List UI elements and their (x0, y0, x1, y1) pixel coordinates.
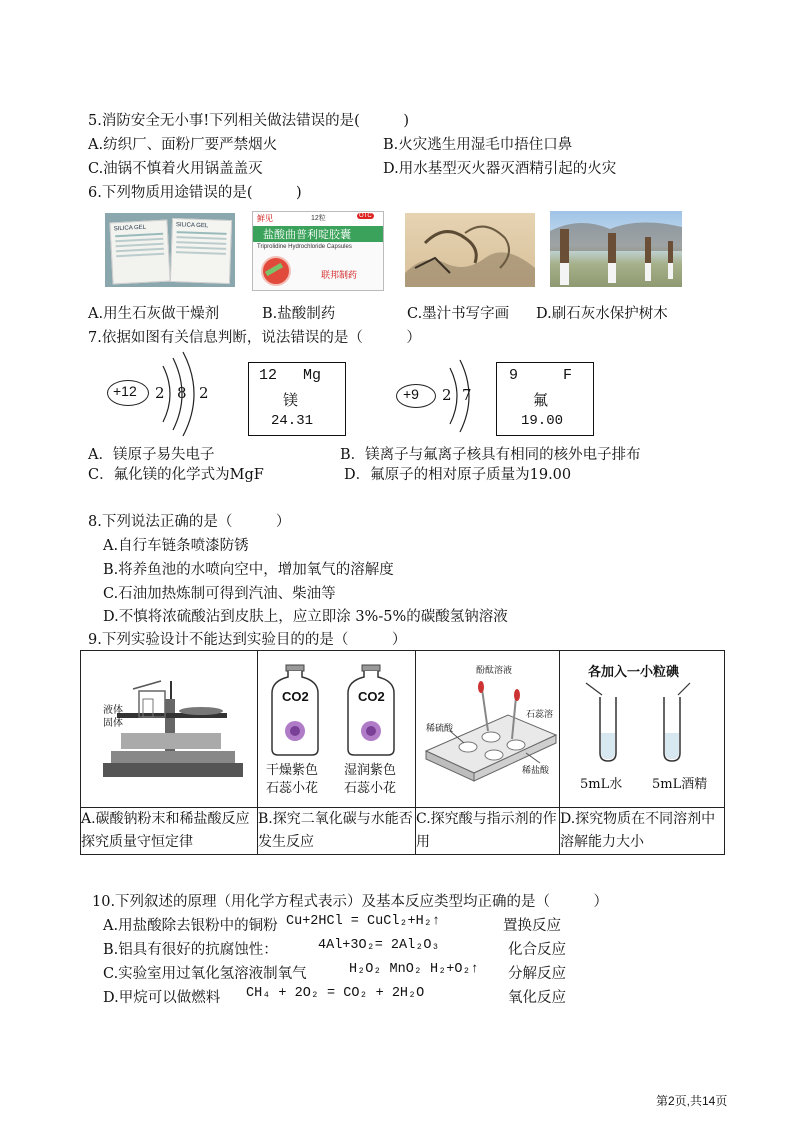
mg-shell-1: 2 (155, 384, 165, 402)
q10-option-b-text: B.铝具有很好的抗腐蚀性： (103, 942, 278, 958)
q8-stem: 8.下列说法正确的是（ ） (88, 514, 291, 530)
q5-stem: 5.消防安全无小事!下列相关做法错误的是( ) (88, 113, 409, 129)
f-mass: 19.00 (521, 413, 564, 429)
fig-d-cell (560, 651, 725, 808)
f-shell-1: 2 (442, 386, 452, 404)
otc-badge: OTC (359, 213, 372, 219)
f-name: 氟 (533, 391, 549, 409)
fig-b-co2-right: CO2 (358, 689, 385, 704)
f-atom-diagram (394, 352, 494, 438)
desiccant-photo: SILICA GEL SILICA GEL (105, 213, 235, 287)
q10-option-d-text: D.甲烷可以做燃料 (103, 990, 221, 1006)
q10-option-a-equation: Cu+2HCl = CuCl₂+H₂↑ (286, 914, 440, 929)
fig-c-label-hcl: 稀盐酸 (522, 766, 550, 776)
q5-option-c: C.油锅不慎着火用锅盖盖灭 (88, 161, 263, 177)
capsule-name: 盐酸曲普利啶胶囊 (263, 228, 351, 241)
f-atomic-number: 9 (509, 367, 519, 384)
fig-b-co2-left: CO2 (282, 689, 309, 704)
capsule-en-name: Triprolidine Hydrochloride Capsules (257, 244, 352, 250)
q7-option-d: D．氟原子的相对原子质量为19.00 (344, 467, 572, 483)
fig-b-left-line1: 干燥紫色 (266, 763, 319, 778)
q10-option-a-type: 置换反应 (503, 918, 561, 934)
f-element-card (496, 362, 594, 436)
desiccant-label: SILICA GEL (113, 224, 147, 233)
capsule-brand: 鲜见 (257, 214, 273, 223)
q6-option-c: C.墨汁书写字画 (407, 306, 510, 322)
capsule-maker: 联邦制药 (321, 271, 358, 281)
trees-art (550, 211, 682, 287)
q10-stem: 10.下列叙述的原理（用化学方程式表示）及基本反应类型均正确的是（ ） (92, 894, 609, 910)
q10-option-b-equation: 4Al+3O₂= 2Al₂O₃ (318, 938, 440, 953)
mg-symbol: Mg (303, 367, 322, 384)
fig-b-right-line2: 石蕊小花 (344, 781, 397, 796)
q10-option-c-text: C.实验室用过氧化氢溶液制氧气 (103, 966, 307, 982)
q8-option-b: B.将养鱼池的水喷向空中，增加氧气的溶解度 (103, 562, 394, 578)
mg-element-card (248, 362, 346, 436)
f-shell-2: 7 (462, 386, 472, 404)
page-number: 第2页,共14页 (656, 1094, 728, 1108)
q6-option-d: D.刷石灰水保护树木 (536, 306, 668, 322)
q9-stem: 9.下列实验设计不能达到实验目的的是（ ） (88, 632, 407, 648)
f-symbol: F (563, 367, 573, 384)
fig-a-cell (81, 651, 258, 808)
q8-option-a: A.自行车链条喷漆防锈 (103, 538, 249, 554)
capsule-count: 12粒 (311, 215, 326, 222)
q5-option-d: D.用水基型灭火器灭酒精引起的火灾 (383, 161, 617, 177)
q9-option-a: A.碳酸钠粉末和稀盐酸反应探究质量守恒定律 (81, 808, 258, 855)
q6-option-a: A.用生石灰做干燥剂 (88, 306, 220, 322)
fig-a-label-solid: 固体 (103, 718, 123, 729)
f-nucleus: +9 (403, 386, 419, 402)
q5-option-a: A.纺织厂、面粉厂要严禁烟火 (88, 137, 278, 153)
fig-d-water-label: 5mL水 (580, 777, 623, 792)
fig-b-left-line2: 石蕊小花 (266, 781, 319, 796)
fig-d-title: 各加入一小粒碘 (588, 664, 680, 679)
q9-option-c: C.探究酸与指示剂的作用 (416, 808, 560, 855)
q10-option-c-type: 分解反应 (508, 966, 566, 982)
q6-option-b: B.盐酸制药 (262, 306, 336, 322)
q10-option-c-equation: H₂O₂ MnO₂ H₂+O₂↑ (349, 962, 479, 977)
q10-option-a-text: A.用盐酸除去银粉中的铜粉 (103, 918, 278, 934)
q7-option-a: A．镁原子易失电子 (88, 447, 215, 463)
mg-shell-3: 2 (199, 384, 209, 402)
mg-nucleus: +12 (113, 383, 137, 399)
balance-icon (81, 651, 257, 807)
fig-c-label-h2so4: 稀硫酸 (426, 724, 454, 734)
trees-photo (550, 211, 682, 287)
fig-c-label-litmus: 石蕊溶 (526, 710, 554, 720)
capsule-box-photo (252, 211, 384, 291)
mg-atomic-number: 12 (259, 367, 278, 384)
q6-stem: 6.下列物质用途错误的是( ) (88, 185, 302, 201)
q9-experiment-table (80, 650, 725, 855)
q7-option-c: C．氟化镁的化学式为MgF (88, 467, 264, 483)
mg-atom-diagram (105, 348, 225, 438)
q10-option-d-type: 氧化反应 (508, 990, 566, 1006)
q10-option-d-equation: CH₄ + 2O₂ = CO₂ + 2H₂O (246, 986, 425, 1001)
mg-name: 镁 (283, 391, 299, 409)
q8-option-d: D.不慎将浓硫酸沾到皮肤上，应立即涂 3%-5%的碳酸氢钠溶液 (103, 609, 508, 625)
fig-b-right-line1: 湿润紫色 (344, 763, 397, 778)
fig-c-label-phenolphthalein: 酚酞溶液 (476, 666, 513, 676)
q9-option-b: B.探究二氧化碳与水能否发生反应 (258, 808, 416, 855)
fig-b-cell (258, 651, 416, 808)
fig-c-cell (416, 651, 560, 808)
q10-option-b-type: 化合反应 (508, 942, 566, 958)
mg-mass: 24.31 (271, 413, 314, 429)
mg-shell-2: 8 (177, 384, 187, 402)
q9-option-d: D.探究物质在不同溶剂中溶解能力大小 (560, 808, 725, 855)
ink-painting-art (405, 213, 535, 287)
q5-option-b: B.火灾逃生用湿毛巾捂住口鼻 (383, 137, 573, 153)
q8-option-c: C.石油加热炼制可得到汽油、柴油等 (103, 586, 336, 602)
q7-stem: 7.依据如图有关信息判断，说法错误的是（ ） (88, 330, 421, 346)
q7-option-b: B．镁离子与氟离子核具有相同的核外电子排布 (340, 447, 641, 463)
ink-painting-photo (405, 213, 535, 287)
fig-d-alcohol-label: 5mL酒精 (652, 777, 708, 792)
fig-a-label-liquid: 液体 (103, 705, 123, 716)
